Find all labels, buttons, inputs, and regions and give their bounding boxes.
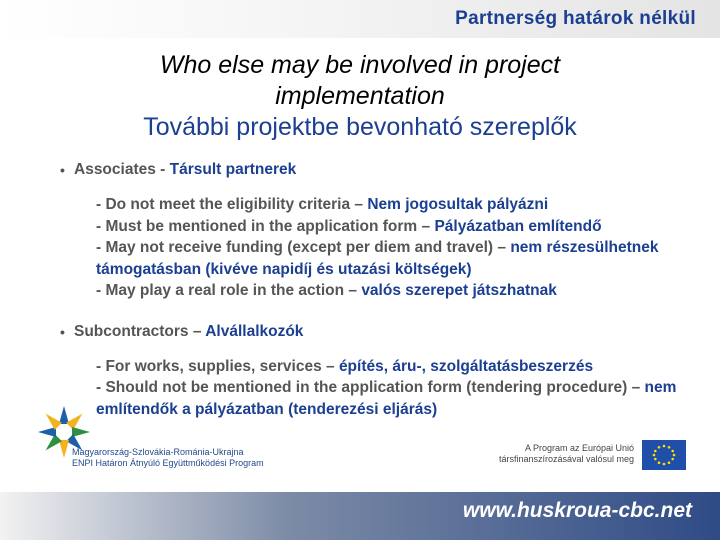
slide-title — [40, 50, 680, 143]
item-en: - May not receive funding (except per diem and travel) – — [96, 239, 511, 256]
bullet-associates — [60, 160, 680, 180]
program-logo-text — [72, 447, 264, 469]
subcontractors-item — [96, 377, 680, 420]
slide-body — [60, 160, 680, 420]
subcontractors-sublist — [96, 356, 680, 421]
subcontractors-item — [96, 356, 680, 378]
footer-website-link[interactable]: www.huskroua-cbc.net — [462, 499, 692, 522]
item-hu: Pályázatban említendő — [434, 217, 602, 235]
associates-sublist — [96, 194, 680, 302]
top-header-bar — [0, 0, 720, 38]
title-english-line-1: Who else may be involved in project — [159, 51, 561, 79]
footer-bar — [0, 492, 720, 540]
subcontractors-label: Subcontractors – — [74, 322, 206, 340]
associates-item — [96, 194, 680, 216]
eu-flag-icon — [642, 440, 686, 470]
item-hu: valós szerepet játszhatnak — [361, 282, 557, 299]
item-hu: Nem jogosultak pályázni — [367, 196, 549, 213]
subcontractors-label-hu: Alvállalkozók — [205, 322, 304, 340]
associates-label: Associates - — [74, 161, 170, 178]
item-en: - Do not meet the eligibility criteria – — [96, 196, 368, 213]
item-hu: nem említendők a pályázatban (tenderezési eljárás) — [96, 379, 677, 418]
item-hu: építés, áru-, szolgáltatásbeszerzés — [338, 357, 594, 375]
item-en: - Should not be mentioned in the application form (tendering procedure) – — [96, 379, 645, 396]
associates-item — [96, 237, 680, 280]
item-hu: nem részesülhetnek támogatásban (kivéve napidíj és utazási költségek) — [96, 239, 659, 278]
eu-text-line-1: A Program az Európai Unió — [524, 443, 634, 453]
associates-label-hu: Társult partnerek — [169, 161, 297, 178]
title-hungarian: További projektbe bevonható szereplők — [143, 113, 577, 141]
eu-text-line-2: társfinanszírozásával valósul meg — [498, 454, 634, 464]
item-en: - May play a real role in the action – — [96, 282, 362, 299]
bullet-subcontractors — [60, 322, 680, 342]
associates-item — [96, 280, 680, 302]
item-en: - Must be mentioned in the application form – — [96, 217, 435, 235]
item-en: - For works, supplies, services – — [96, 357, 339, 375]
program-name-line-1: Magyarország-Szlovákia-Románia-Ukrajna — [72, 447, 244, 457]
title-english-line-2: implementation — [275, 82, 445, 110]
program-name-line-2: ENPI Határon Átnyúló Együttműködési Program — [72, 458, 264, 468]
associates-item — [96, 216, 680, 238]
program-slogan: Partnerség határok nélkül — [455, 8, 696, 29]
eu-cofinance-text — [484, 443, 634, 465]
